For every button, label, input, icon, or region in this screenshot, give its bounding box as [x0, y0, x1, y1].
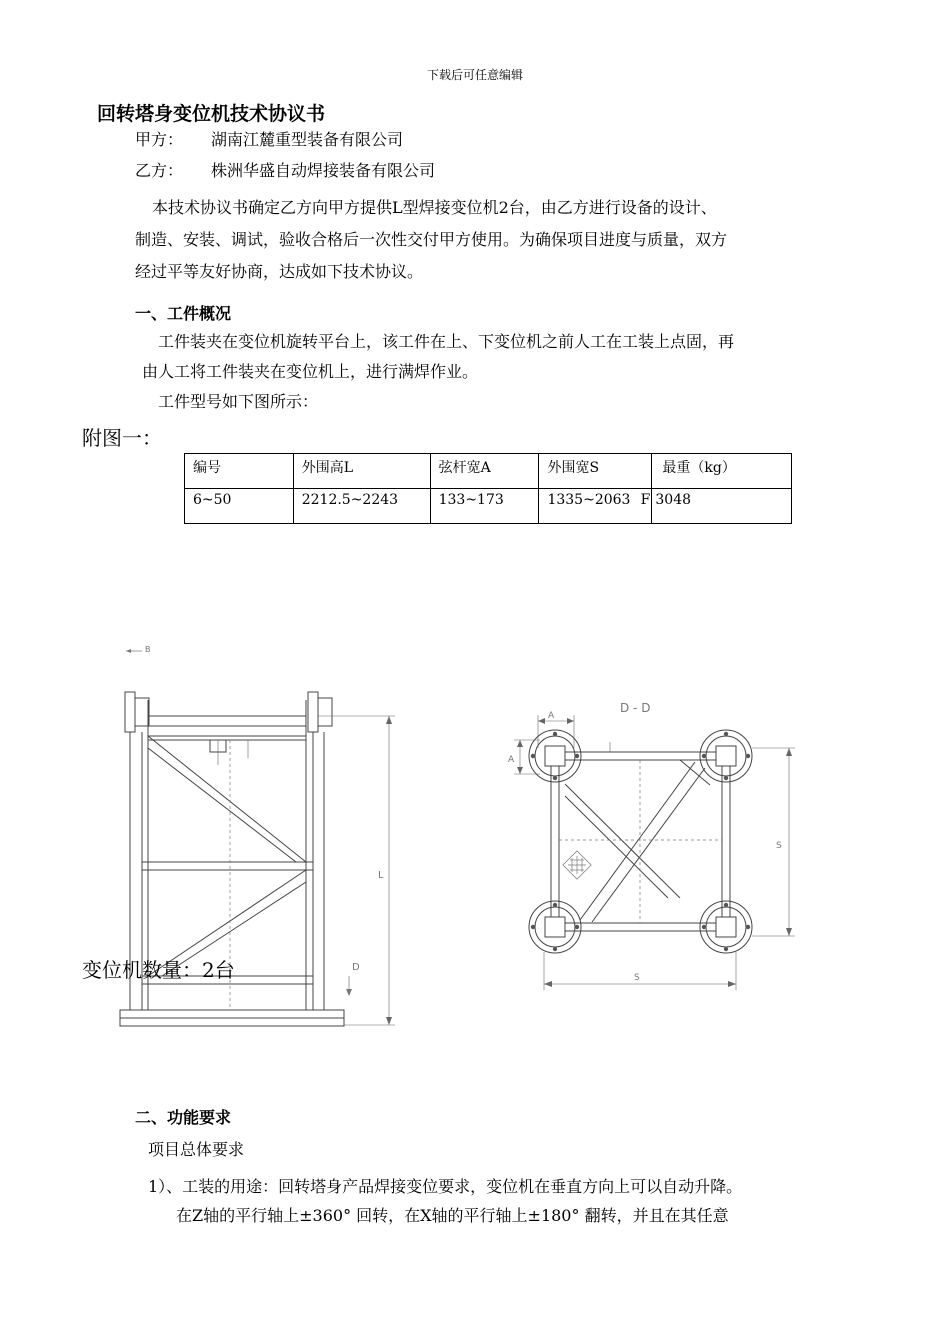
table-header-row: [185, 454, 792, 489]
outer-width-label-v: S: [776, 841, 782, 851]
corner-flange-tr: [700, 730, 752, 782]
section-view-drawing: [500, 690, 810, 1000]
intro-line-1: 本技术协议书确定乙方向甲方提供L型焊接变位机2台，由乙方进行设备的设计、: [152, 198, 717, 217]
header-note: 下载后可任意编辑: [426, 68, 523, 82]
table-header-cell: 外围高L: [293, 454, 430, 489]
intro-line-3: 经过平等友好协商，达成如下技术协议。: [135, 262, 424, 281]
chord-width-label-top: A: [548, 711, 555, 721]
table-stray-mark: F: [640, 492, 651, 508]
table-header-cell: 最重（kg）: [652, 454, 792, 489]
corner-flange-tl: [529, 730, 581, 782]
section-mark-d: D: [352, 962, 360, 973]
table-header-cell: 编号: [185, 454, 294, 489]
figure-label: 附图一：: [82, 426, 162, 450]
party-b-label: 乙方：: [135, 161, 184, 180]
section-1-line-3: 工件型号如下图所示：: [158, 392, 319, 411]
table-cell: 3048: [652, 489, 792, 524]
table-cell: 6~50: [185, 489, 294, 524]
workpiece-spec-table: [184, 453, 792, 524]
party-a-label: 甲方：: [135, 130, 184, 149]
section-2-item1-line1: 1）、工装的用途：回转塔身产品焊接变位要求，变位机在垂直方向上可以自动升降。: [148, 1177, 743, 1196]
table-cell: 2212.5~2243: [293, 489, 430, 524]
section-1-line-2: 由人工将工件装夹在变位机上，进行满焊作业。: [142, 362, 479, 381]
party-b-name: 株洲华盛自动焊接装备有限公司: [211, 161, 436, 180]
section-title: D - D: [620, 701, 651, 715]
section-2-heading: 二、功能要求: [135, 1108, 232, 1127]
section-2-item1-line2: 在Z轴的平行轴上±360° 回转，在X轴的平行轴上±180° 翻转，并且在其任意: [176, 1206, 729, 1225]
table-cell-value: 1335~2063: [547, 492, 631, 508]
party-a-name: 湖南江麓重型装备有限公司: [211, 130, 404, 149]
table-row: [185, 489, 792, 524]
table-header-cell: 外围宽S: [539, 454, 652, 489]
intro-line-2: 制造、安装、调试，验收合格后一次性交付甲方使用。为确保项目进度与质量，双方: [135, 230, 728, 249]
chord-width-label-side: A: [508, 755, 515, 765]
section-2-subheading: 项目总体要求: [148, 1140, 245, 1159]
height-dim-label: L: [378, 870, 384, 881]
party-b: [135, 158, 435, 181]
section-1-line-1: 工件装夹在变位机旋转平台上，该工件在上、下变位机之前人工在工装上点固，再: [158, 332, 735, 351]
machine-count: 变位机数量：2台: [82, 958, 235, 982]
hatched-plate: [563, 851, 591, 879]
corner-flange-br: [700, 901, 752, 953]
section-1-heading: 一、工件概况: [135, 304, 232, 323]
table-cell: 133~173: [430, 489, 539, 524]
party-a: [135, 127, 403, 150]
table-cell: [539, 489, 652, 524]
section-mark-b: B: [145, 645, 151, 654]
table-header-cell: 弦杆宽A: [430, 454, 539, 489]
outer-width-label-h: S: [634, 973, 640, 983]
document-title: 回转塔身变位机技术协议书: [97, 103, 326, 125]
corner-flange-bl: [529, 901, 581, 953]
